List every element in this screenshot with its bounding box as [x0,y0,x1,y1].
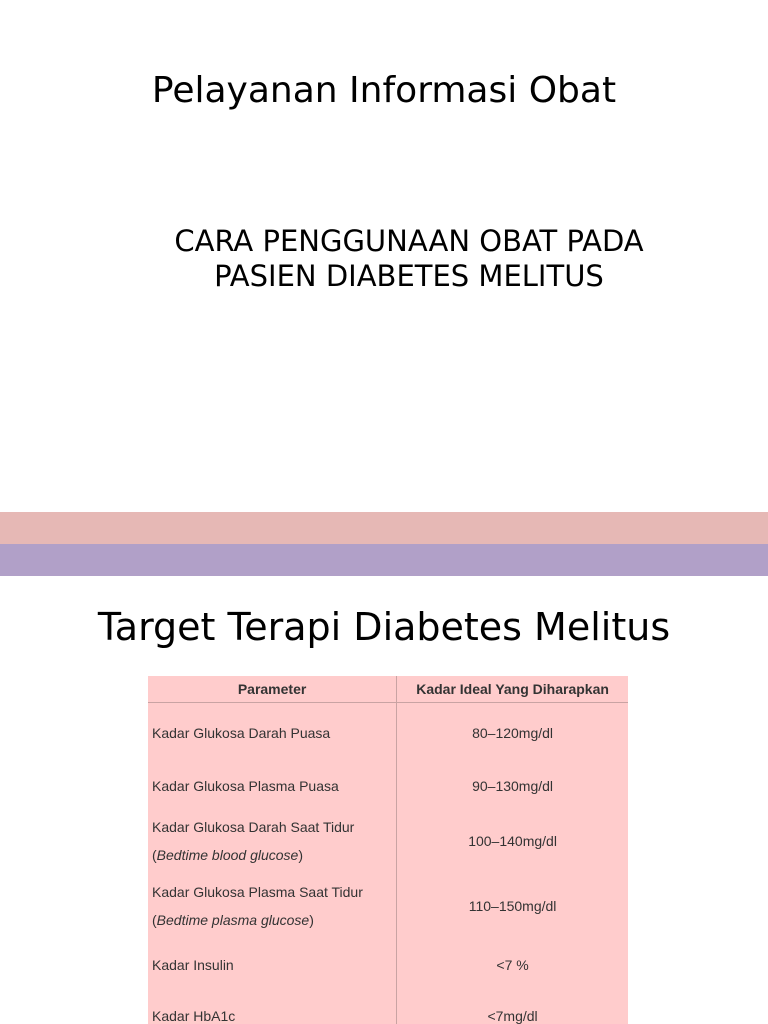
param-cell: Kadar Glukosa Plasma Puasa [148,763,397,809]
note-italic: Bedtime blood glucose [156,847,299,863]
param-cell: Kadar Insulin [148,939,397,991]
param-cell: Kadar Glukosa Darah Puasa [148,703,397,764]
slide-1-subtitle [50,224,768,294]
slide-2-title: Target Terapi Diabetes Melitus [97,605,671,649]
table-row [148,763,628,809]
slide-1-title: Pelayanan Informasi Obat [151,70,617,111]
param-text: Kadar Glukosa Darah Saat Tidur [152,819,355,835]
value-cell: 100–140mg/dl [468,833,557,849]
header-ideal-level: Kadar Ideal Yang Diharapkan [397,676,628,703]
param-note [152,906,392,934]
table-row [148,991,628,1024]
note-close-paren: ) [309,912,314,928]
value-cell: 110–150mg/dl [468,898,557,914]
value-cell: <7mg/dl [487,1008,538,1024]
table-row [148,809,628,873]
divider-band-pink [0,512,768,544]
value-cell: 80–120mg/dl [472,725,554,741]
param-cell [148,809,397,873]
table-row [148,873,628,939]
note-open-paren: ( [152,847,157,863]
note-open-paren: ( [152,912,157,928]
value-cell: 90–130mg/dl [472,778,554,794]
param-text: Kadar Glukosa Plasma Saat Tidur [152,884,363,900]
param-cell [148,873,397,939]
table-row [148,939,628,991]
header-parameter: Parameter [148,676,397,703]
target-therapy-table [148,676,628,1024]
value-cell: <7 % [496,957,529,973]
table-header-row [148,676,628,703]
note-italic: Bedtime plasma glucose [156,912,310,928]
subtitle-line-2: PASIEN DIABETES MELITUS [214,259,604,293]
param-note [152,841,392,869]
param-cell: Kadar HbA1c [148,991,397,1024]
therapy-table [148,676,628,1024]
divider-band-purple [0,544,768,576]
note-close-paren: ) [298,847,303,863]
subtitle-line-1: CARA PENGGUNAAN OBAT PADA [174,224,644,258]
table-row [148,703,628,764]
